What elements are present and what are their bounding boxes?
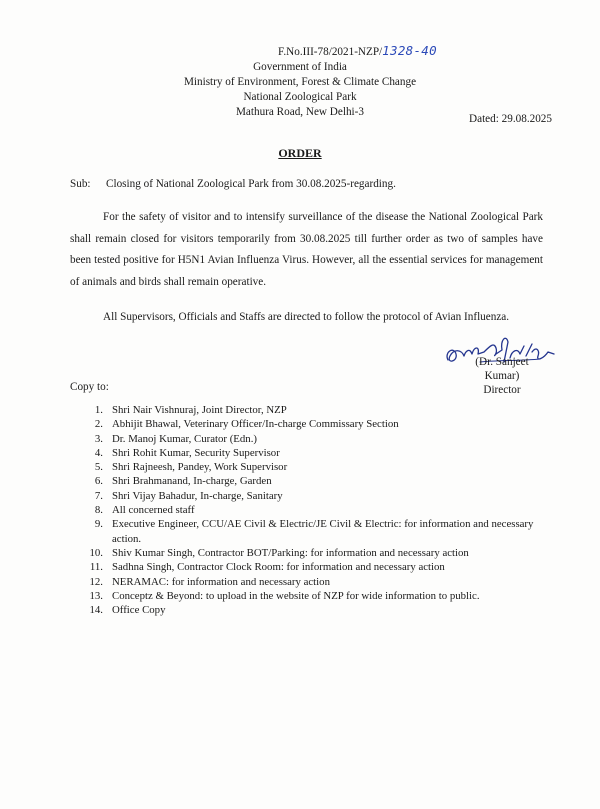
copy-to-label: Copy to: (70, 381, 109, 393)
list-item (70, 432, 540, 446)
list-item-text: Office Copy (112, 604, 166, 617)
list-item-number: 14. (89, 604, 103, 617)
subject-label: Sub: (70, 178, 91, 190)
list-item (70, 489, 540, 503)
signatory-designation: Director (483, 384, 521, 396)
list-item-number: 1. (94, 404, 103, 416)
list-item-number: 13. (89, 589, 103, 602)
list-item-number: 2. (94, 418, 103, 431)
list-item-text: Shri Brahmanand, In-charge, Garden (112, 475, 272, 488)
list-item-text: Conceptz & Beyond: to upload in the website of NZP for wide information to public. (112, 589, 480, 602)
list-item-text: Shri Rohit Kumar, Security Supervisor (112, 446, 280, 459)
list-item (70, 546, 540, 560)
list-item (70, 575, 540, 589)
header-ministry: Ministry of Environment, Forest & Climate Change (183, 76, 417, 88)
list-item (70, 474, 540, 488)
list-item-text: Shri Rajneesh, Pandey, Work Supervisor (112, 461, 288, 474)
list-item (70, 517, 540, 546)
copy-to-list (70, 403, 540, 617)
header-government: Government of India (253, 61, 347, 73)
list-item (70, 460, 540, 474)
body-paragraph-closure: For the safety of visitor and to intensify surveillance of the disease the National Zoological Park shall remain closed for visitors temporarily from 30.08.2025 till further order as two of samples have been tested positive for H5N1 Avian Influenza Virus. However, all the essential services for management of animals and birds shall remain operative. (70, 211, 543, 288)
list-item-number: 4. (94, 446, 103, 459)
list-item-number: 5. (94, 461, 103, 474)
list-item-text: Shiv Kumar Singh, Contractor BOT/Parking: for information and necessary action (112, 546, 469, 559)
body-paragraph-directive: All Supervisors, Officials and Staffs are directed to follow the protocol of Avian Influenza. (103, 311, 510, 323)
list-item-text: NERAMAC: for information and necessary action (112, 575, 330, 588)
list-item-number: 11. (89, 561, 103, 574)
handwritten-dispatch-number: 1328-40 (382, 43, 437, 58)
list-item (70, 417, 540, 431)
signatory-name: (Dr. Sanjeet Kumar) (475, 356, 529, 382)
list-item-number: 9. (94, 518, 103, 531)
list-item-text: Dr. Manoj Kumar, Curator (Edn.) (112, 432, 257, 445)
list-item (70, 503, 540, 517)
list-item-text: Executive Engineer, CCU/AE Civil & Electric/JE Civil & Electric: for information and necessary action. (112, 518, 534, 545)
date-line: Dated: 29.08.2025 (469, 113, 552, 125)
list-item-number: 6. (94, 475, 103, 488)
letterhead (0, 43, 600, 120)
file-number-line (0, 43, 600, 60)
list-item-text: Shri Vijay Bahadur, In-charge, Sanitary (112, 489, 283, 502)
list-item-number: 10. (89, 546, 103, 559)
list-item-text: Shri Nair Vishnuraj, Joint Director, NZP (112, 404, 287, 416)
signatory-block (457, 355, 547, 397)
list-item (70, 446, 540, 460)
document-title: ORDER (278, 146, 322, 160)
list-item-number: 3. (94, 432, 103, 445)
list-item-text: All concerned staff (112, 504, 195, 517)
list-item (70, 589, 540, 603)
list-item (70, 603, 540, 617)
header-organization: National Zoological Park (243, 91, 357, 103)
file-number: F.No.III-78/2021-NZP/ (278, 46, 383, 58)
subject-text: Closing of National Zoological Park from 30.08.2025-regarding. (106, 178, 396, 190)
list-item-number: 7. (94, 489, 103, 502)
subject-line (70, 178, 396, 190)
list-item (70, 403, 540, 417)
list-item-number: 8. (94, 504, 103, 517)
list-item (70, 560, 540, 574)
header-address: Mathura Road, New Delhi-3 (235, 106, 364, 118)
list-item-text: Sadhna Singh, Contractor Clock Room: for information and necessary action (112, 561, 445, 574)
list-item-text: Abhijit Bhawal, Veterinary Officer/In-charge Commissary Section (112, 418, 399, 431)
list-item-number: 12. (89, 575, 103, 588)
